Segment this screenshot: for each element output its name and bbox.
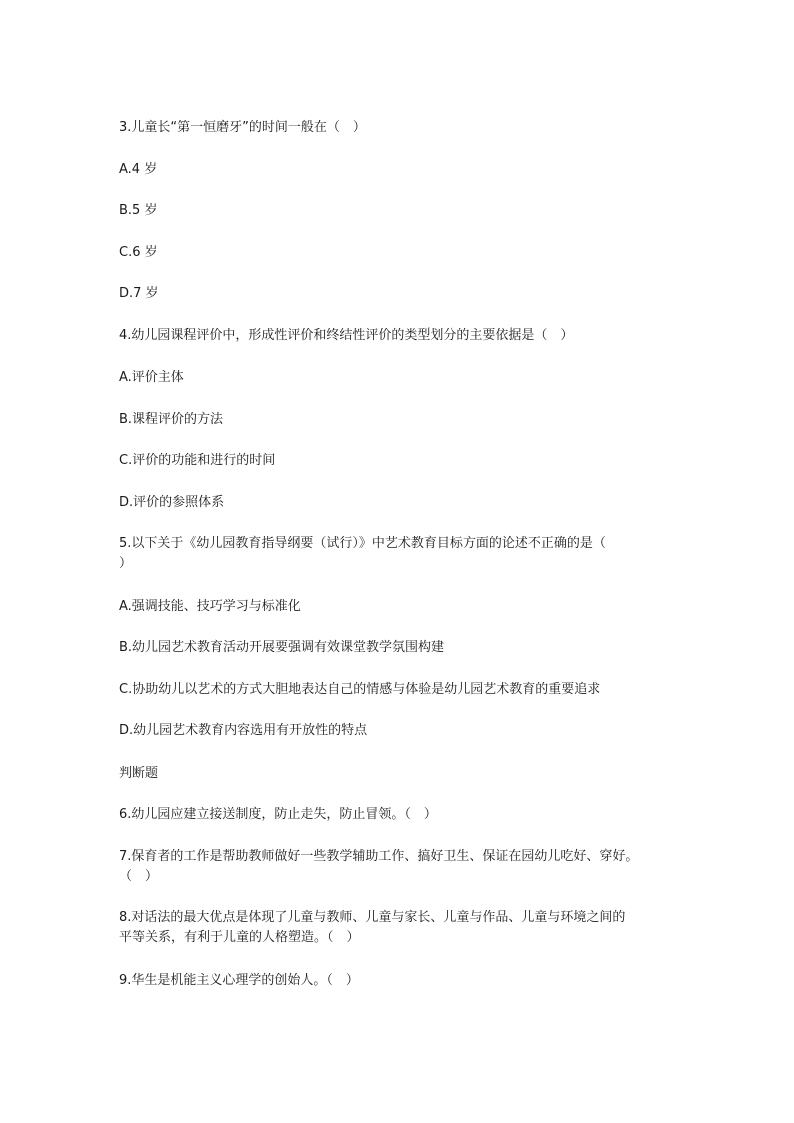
question-4-option-a: A.评价主体 <box>119 370 184 385</box>
question-5-stem-line1: 5.以下关于《幼儿园教育指导纲要（试行）》中艺术教育目标方面的论述不正确的是（ <box>119 536 606 551</box>
question-8-line2: 平等关系，有利于儿童的人格塑造。（ ） <box>119 930 360 945</box>
question-8-line1: 8.对话法的最大优点是体现了儿童与教师、儿童与家长、儿童与作品、儿童与环境之间的 <box>119 910 626 925</box>
question-5-option-c: C.协助幼儿以艺术的方式大胆地表达自己的情感与体验是幼儿园艺术教育的重要追求 <box>119 682 601 697</box>
question-7-line2: （ ） <box>119 869 159 884</box>
question-3-option-d: D.7 岁 <box>119 286 159 301</box>
question-3-option-b: B.5 岁 <box>119 203 158 218</box>
question-6: 6.幼儿园应建立接送制度，防止走失，防止冒领。（ ） <box>119 807 437 822</box>
question-3-option-a: A.4 岁 <box>119 162 158 177</box>
question-3-option-c: C.6 岁 <box>119 245 158 260</box>
section-heading-judge: 判断题 <box>119 766 159 781</box>
question-5-option-b: B.幼儿园艺术教育活动开展要强调有效课堂教学氛围构建 <box>119 640 445 655</box>
question-4-option-d: D.评价的参照体系 <box>119 495 225 510</box>
question-5-option-d: D.幼儿园艺术教育内容选用有开放性的特点 <box>119 723 368 738</box>
question-5-option-a: A.强调技能、技巧学习与标准化 <box>119 599 301 614</box>
question-9: 9.华生是机能主义心理学的创始人。（ ） <box>119 973 359 988</box>
question-7-line1: 7.保育者的工作是帮助教师做好一些教学辅助工作、搞好卫生、保证在园幼儿吃好、穿好。 <box>119 849 639 864</box>
question-3-stem: 3.儿童长“第一恒磨牙”的时间一般在（ ） <box>119 120 366 135</box>
question-4-stem: 4.幼儿园课程评价中，形成性评价和终结性评价的类型划分的主要依据是（ ） <box>119 328 574 343</box>
question-4-option-c: C.评价的功能和进行的时间 <box>119 453 276 468</box>
question-4-option-b: B.课程评价的方法 <box>119 412 224 427</box>
question-5-stem-line2: ） <box>119 556 133 571</box>
